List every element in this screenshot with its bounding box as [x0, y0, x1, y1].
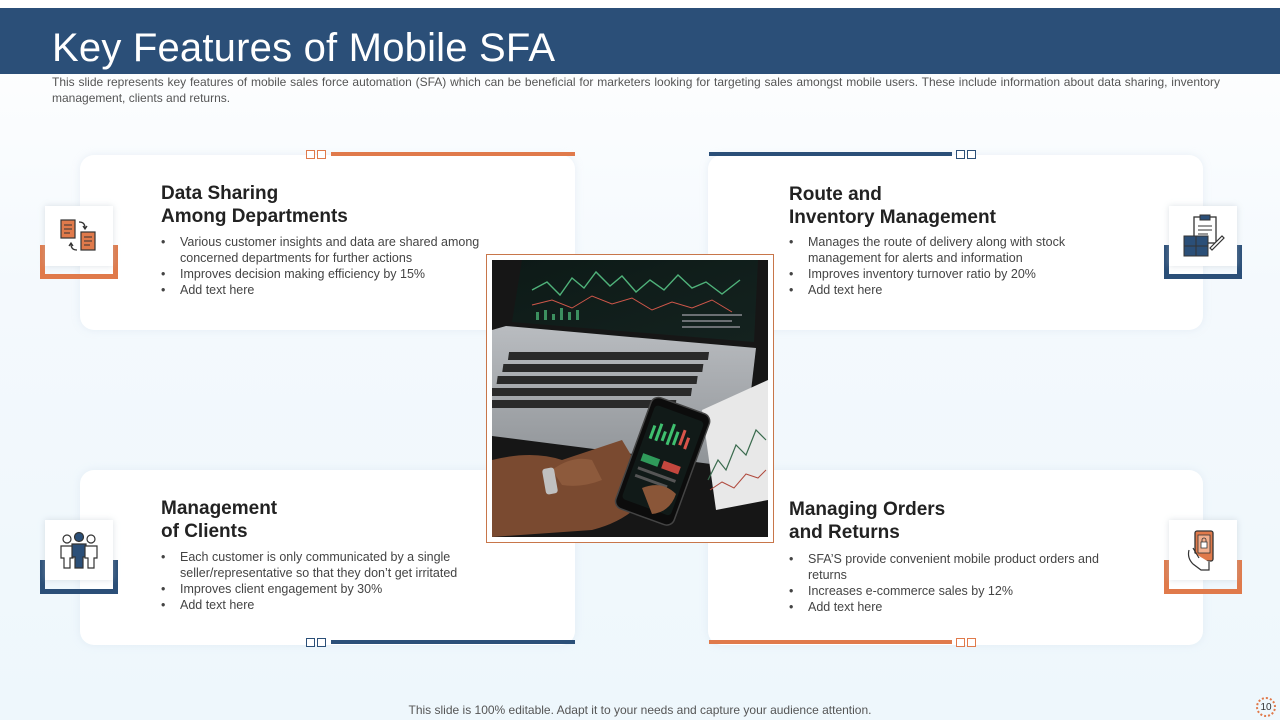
feature-bullets-orders-returns: [789, 551, 1124, 615]
feature-bullets-data-sharing: [161, 234, 481, 298]
center-photo: [486, 254, 774, 543]
bullet-item: • Add text here: [161, 282, 481, 298]
feature-title-orders-returns: Managing Orders and Returns: [789, 499, 946, 543]
feature-title-data-sharing: Data Sharing Among Departments: [161, 183, 348, 227]
footer-note: This slide is 100% editable. Adapt it to your needs and capture your audience attention.: [408, 703, 872, 717]
feature-title-route-inventory: Route and Inventory Management: [789, 184, 996, 228]
page-number: 10: [1256, 697, 1276, 717]
bullet-item: • Each customer is only communicated by a single seller/representative so that they don’t get irritated: [161, 549, 481, 581]
feature-title-client-management: Management of Clients: [161, 498, 278, 542]
photo-laptop-phone-trading: [492, 260, 768, 537]
client-group-icon: [57, 530, 101, 570]
icon-tile: [45, 206, 113, 266]
document-exchange-icon: [57, 216, 101, 256]
bullet-item: • Add text here: [789, 282, 1089, 298]
icon-tile: [1169, 206, 1237, 266]
accent-squares: [306, 638, 326, 647]
bullet-item: • Improves decision making efficiency by 15%: [161, 266, 481, 282]
accent-squares: [956, 638, 976, 647]
bullet-item: • Manages the route of delivery along with stock management for alerts and information: [789, 234, 1089, 266]
accent-squares: [306, 150, 326, 159]
bullet-item: • SFA’S provide convenient mobile product orders and returns: [789, 551, 1124, 583]
accent-line-blue: [331, 640, 575, 644]
slide-subtitle: This slide represents key features of mobile sales force automation (SFA) which can be beneficial for marketers looking for targeting sales amongst mobile users. These include information about data sharing, inventory management, clients and returns.: [52, 75, 1220, 105]
bullet-item: • Add text here: [161, 597, 481, 613]
feature-bullets-route-inventory: [789, 234, 1089, 298]
accent-squares: [956, 150, 976, 159]
inventory-clipboard-icon: [1180, 214, 1226, 258]
title-bar: [0, 8, 1280, 74]
icon-tile: [1169, 520, 1237, 580]
icon-tile: [45, 520, 113, 580]
bullet-item: • Improves client engagement by 30%: [161, 581, 481, 597]
bullet-item: • Improves inventory turnover ratio by 20%: [789, 266, 1089, 282]
feature-bullets-client-management: [161, 549, 481, 613]
slide-title: Key Features of Mobile SFA: [52, 26, 556, 70]
bullet-item: • Add text here: [789, 599, 1124, 615]
mobile-order-icon: [1181, 528, 1225, 572]
accent-line-blue: [709, 152, 952, 156]
bullet-item: • Increases e-commerce sales by 12%: [789, 583, 1124, 599]
photo-illustration: [492, 260, 768, 537]
accent-line-orange: [331, 152, 575, 156]
accent-line-orange: [709, 640, 952, 644]
bullet-item: • Various customer insights and data are shared among concerned departments for further actions: [161, 234, 481, 266]
